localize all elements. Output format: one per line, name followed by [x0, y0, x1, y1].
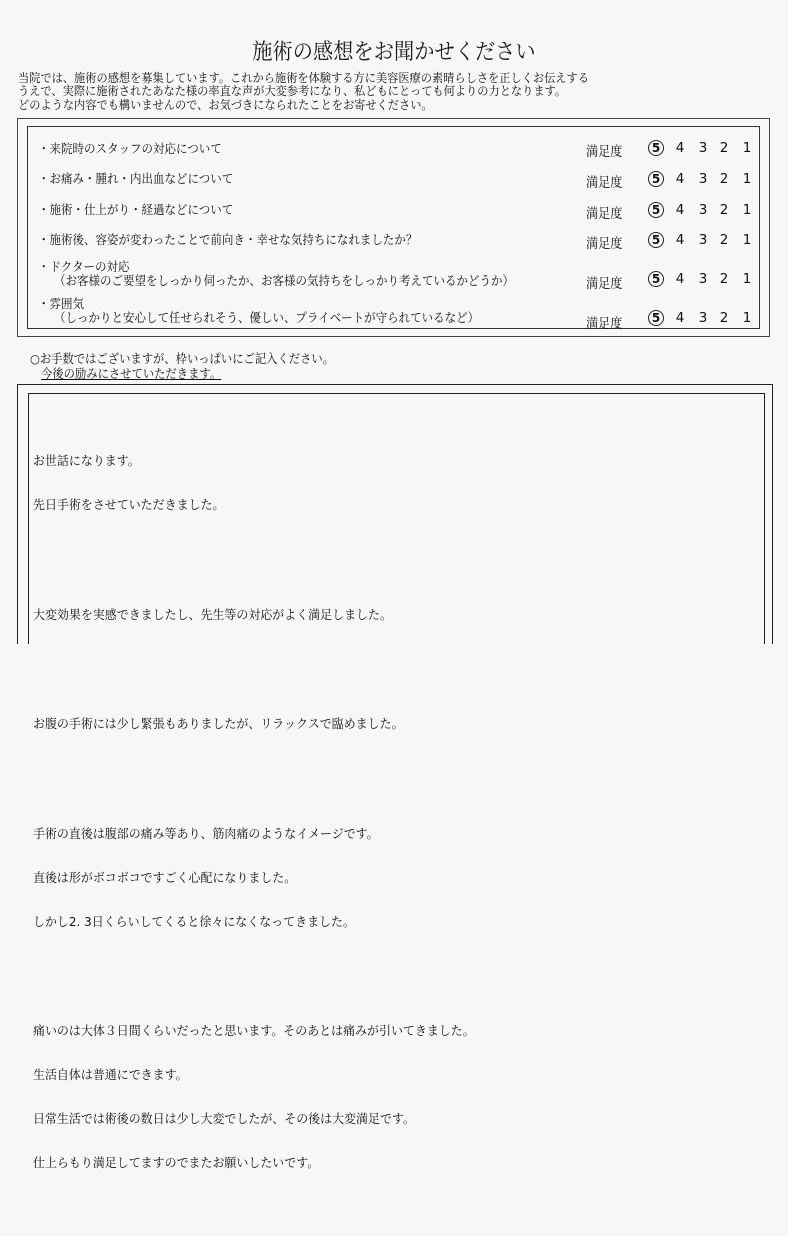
rating-scale [648, 202, 760, 220]
intro-line: うえで、実際に施術されたあなた様の率直な声が大変参考になり、私どもにとっても何よりの力となります。 [18, 84, 567, 99]
question-label: ・来院時のスタッフの対応について [38, 141, 222, 156]
comment-line: お腹の手術には少し緊張もありましたが、リラックスで臨めました。 [33, 716, 404, 732]
rating-option-5[interactable]: 5 [648, 232, 664, 248]
comment-line: 直後は形がボコボコですごく心配になりました。 [33, 869, 297, 885]
rating-option-5[interactable]: 5 [648, 140, 664, 156]
rating-option-1[interactable]: 1 [742, 271, 752, 287]
note-line-2: 今後の励みにさせていただきます。 [41, 367, 222, 381]
question-sub-label: （お客様のご要望をしっかり伺ったか、お客様の気持ちをしっかり考えているかどうか） [54, 273, 515, 288]
question-label: ・雰囲気 [38, 296, 85, 311]
rating-option-2[interactable]: 2 [719, 232, 729, 248]
question-label: ・施術・仕上がり・経過などについて [38, 202, 234, 217]
rating-option-2[interactable]: 2 [719, 140, 729, 156]
rating-scale [648, 271, 760, 289]
comment-box [17, 384, 773, 1170]
rating-option-5[interactable]: 5 [648, 202, 664, 218]
rating-option-1[interactable]: 1 [742, 140, 752, 156]
comment-line: 手術の直後は腹部の痛み等あり、筋肉痛のようなイメージです。 [33, 826, 379, 842]
rating-option-2[interactable]: 2 [719, 310, 729, 326]
rating-option-1[interactable]: 1 [742, 310, 752, 326]
rating-option-3[interactable]: 3 [698, 271, 708, 287]
rating-option-4[interactable]: 4 [675, 140, 685, 156]
satisfaction-label: 満足度 [586, 276, 623, 292]
questionnaire-box [17, 118, 770, 337]
comment-text [33, 396, 724, 1236]
questionnaire-inner-frame [27, 126, 760, 332]
satisfaction-label: 満足度 [586, 236, 623, 252]
rating-scale [648, 232, 760, 250]
page-title: 施術の感想をお聞かせください [252, 40, 536, 65]
rating-option-5[interactable]: 5 [648, 171, 664, 187]
comment-line: 日常生活では術後の数日は少し大変でしたが、その後は大変満足です。 [33, 1110, 415, 1126]
comment-line: 痛いのは大体３日間くらいだったと思います。そのあとは痛みが引いてきました。 [33, 1023, 475, 1039]
intro-line: 当院では、施術の感想を募集しています。これから施術を体験する方に美容医療の素晴らしさを正しくお伝えする [18, 71, 589, 85]
rating-option-4[interactable]: 4 [675, 232, 685, 248]
rating-option-5[interactable]: 5 [648, 271, 664, 287]
rating-scale [648, 140, 760, 158]
satisfaction-label: 満足度 [586, 144, 623, 160]
rating-option-1[interactable]: 1 [742, 232, 752, 248]
comment-line: 生活自体は普通にできます。 [33, 1067, 188, 1083]
comment-line: 大変効果を実感できましたし、先生等の対応がよく満足しました。 [33, 606, 392, 622]
question-label: ・お痛み・腫れ・内出血などについて [38, 171, 234, 186]
rating-option-3[interactable]: 3 [698, 202, 708, 218]
rating-option-3[interactable]: 3 [698, 232, 708, 248]
satisfaction-label: 満足度 [586, 175, 623, 191]
question-sub-label: （しっかりと安心して任せられそう、優しい、プライベートが守られているなど） [54, 310, 480, 325]
rating-option-1[interactable]: 1 [742, 171, 752, 187]
satisfaction-label: 満足度 [586, 206, 623, 222]
comment-line: 先日手術をさせていただきました。 [33, 497, 225, 513]
rating-option-1[interactable]: 1 [742, 202, 752, 218]
comment-paragraph [33, 579, 724, 652]
rating-option-5[interactable]: 5 [648, 310, 664, 326]
question-label: ・ドクターの対応 [38, 259, 130, 274]
rating-option-2[interactable]: 2 [719, 271, 729, 287]
comment-line: 仕上らもり満足してますのでまたお願いしたいです。 [33, 1154, 320, 1170]
question-label: ・施術後、容姿が変わったことで前向き・幸せな気持ちになれましたか？ [38, 232, 418, 247]
comment-paragraph [33, 798, 724, 959]
intro-text [18, 72, 717, 112]
satisfaction-label: 満足度 [586, 316, 623, 332]
rating-scale [648, 171, 760, 189]
rating-option-3[interactable]: 3 [698, 310, 708, 326]
comment-field[interactable] [28, 393, 765, 1170]
intro-line: どのような内容でも構いませんので、お気づきになられたことをお寄せください。 [18, 97, 433, 112]
comment-line: しかし2. 3日くらいしてくると徐々になくなってきました。 [33, 913, 355, 929]
note-line-1: ○お手数ではございますが、枠いっぱいにご記入ください。 [30, 352, 335, 366]
comment-paragraph [33, 425, 724, 542]
rating-scale [648, 310, 760, 328]
comment-instructions [30, 352, 334, 382]
rating-option-4[interactable]: 4 [675, 271, 685, 287]
rating-option-4[interactable]: 4 [675, 310, 685, 326]
comment-paragraph [33, 995, 724, 1199]
rating-option-2[interactable]: 2 [719, 202, 729, 218]
comment-paragraph [33, 688, 724, 761]
rating-option-4[interactable]: 4 [675, 202, 685, 218]
rating-option-3[interactable]: 3 [698, 171, 708, 187]
comment-line: お世話になります。 [33, 453, 140, 469]
rating-option-3[interactable]: 3 [698, 140, 708, 156]
rating-option-4[interactable]: 4 [675, 171, 685, 187]
rating-option-2[interactable]: 2 [719, 171, 729, 187]
